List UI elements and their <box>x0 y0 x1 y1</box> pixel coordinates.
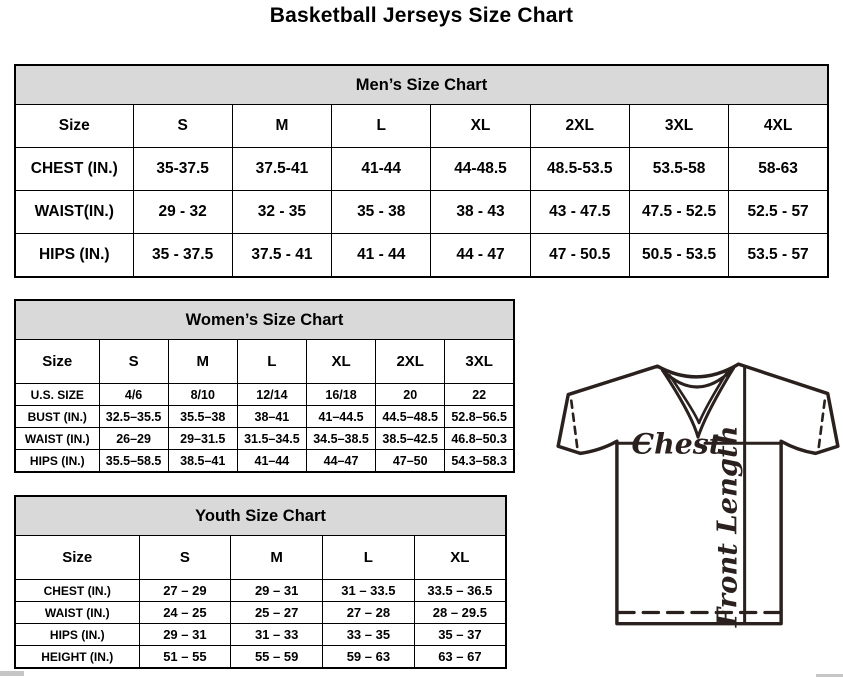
value-cell: 44.5–48.5 <box>376 406 445 428</box>
mens_chart-row <box>15 148 828 191</box>
horizontal-scrollbar-fragment-right[interactable] <box>816 674 843 677</box>
value-cell: 41–44 <box>237 450 306 473</box>
womens_chart-column-header: S <box>99 340 168 384</box>
value-cell: 12/14 <box>237 384 306 406</box>
row-label: HIPS (IN.) <box>15 450 99 473</box>
mens_chart-row <box>15 191 828 234</box>
value-cell: 35.5–38 <box>168 406 237 428</box>
chest-label: Chest <box>631 426 722 461</box>
value-cell: 33.5 – 36.5 <box>414 580 506 602</box>
row-label: WAIST (IN.) <box>15 428 99 450</box>
value-cell: 47 - 50.5 <box>530 234 629 278</box>
youth_chart-column-header: XL <box>414 536 506 580</box>
value-cell: 35 – 37 <box>414 624 506 646</box>
value-cell: 26–29 <box>99 428 168 450</box>
value-cell: 27 – 29 <box>139 580 231 602</box>
youth_chart-title-band: Youth Size Chart <box>15 496 506 536</box>
value-cell: 52.5 - 57 <box>729 191 828 234</box>
value-cell: 35-37.5 <box>133 148 232 191</box>
mens_chart-column-header: 4XL <box>729 105 828 148</box>
mens_chart-column-header: M <box>232 105 331 148</box>
value-cell: 29 – 31 <box>231 580 323 602</box>
value-cell: 34.5–38.5 <box>306 428 375 450</box>
value-cell: 38–41 <box>237 406 306 428</box>
youth_chart-column-header: L <box>323 536 415 580</box>
value-cell: 25 – 27 <box>231 602 323 624</box>
value-cell: 54.3–58.3 <box>445 450 514 473</box>
womens_chart-column-header: 3XL <box>445 340 514 384</box>
value-cell: 58-63 <box>729 148 828 191</box>
value-cell: 33 – 35 <box>323 624 415 646</box>
mens_chart-column-header: L <box>332 105 431 148</box>
youth_chart-row <box>15 580 506 602</box>
value-cell: 20 <box>376 384 445 406</box>
value-cell: 29 - 32 <box>133 191 232 234</box>
womens_chart-column-header: Size <box>15 340 99 384</box>
womens_chart-column-header: L <box>237 340 306 384</box>
youth_chart-row <box>15 624 506 646</box>
youth_chart-column-header: Size <box>15 536 139 580</box>
value-cell: 32 - 35 <box>232 191 331 234</box>
mens_chart-column-header: S <box>133 105 232 148</box>
mens_chart-column-header: 3XL <box>629 105 728 148</box>
value-cell: 44-48.5 <box>431 148 530 191</box>
horizontal-scrollbar-fragment-left[interactable] <box>0 671 24 676</box>
value-cell: 27 – 28 <box>323 602 415 624</box>
value-cell: 52.8–56.5 <box>445 406 514 428</box>
womens_chart-column-header: 2XL <box>376 340 445 384</box>
row-label: CHEST (IN.) <box>15 580 139 602</box>
value-cell: 24 – 25 <box>139 602 231 624</box>
value-cell: 31.5–34.5 <box>237 428 306 450</box>
page-title: Basketball Jerseys Size Chart <box>269 4 574 27</box>
row-label: CHEST (IN.) <box>15 148 133 191</box>
youth_chart-row <box>15 646 506 669</box>
value-cell: 28 – 29.5 <box>414 602 506 624</box>
womens_chart-row <box>15 384 514 406</box>
value-cell: 53.5-58 <box>629 148 728 191</box>
value-cell: 51 – 55 <box>139 646 231 669</box>
youth-size-chart-table <box>14 495 507 669</box>
value-cell: 35 - 38 <box>332 191 431 234</box>
value-cell: 43 - 47.5 <box>530 191 629 234</box>
value-cell: 48.5-53.5 <box>530 148 629 191</box>
value-cell: 8/10 <box>168 384 237 406</box>
value-cell: 29–31.5 <box>168 428 237 450</box>
value-cell: 41 - 44 <box>332 234 431 278</box>
value-cell: 38.5–41 <box>168 450 237 473</box>
value-cell: 29 – 31 <box>139 624 231 646</box>
value-cell: 38 - 43 <box>431 191 530 234</box>
value-cell: 22 <box>445 384 514 406</box>
sleeve-dash-right-icon <box>819 401 825 449</box>
womens_chart-title-band: Women’s Size Chart <box>15 300 514 340</box>
row-label: WAIST(IN.) <box>15 191 133 234</box>
sleeve-dash-left-icon <box>571 401 577 449</box>
value-cell: 53.5 - 57 <box>729 234 828 278</box>
value-cell: 47–50 <box>376 450 445 473</box>
value-cell: 55 – 59 <box>231 646 323 669</box>
value-cell: 38.5–42.5 <box>376 428 445 450</box>
jersey-measurement-diagram <box>552 352 843 648</box>
row-label: HIPS (IN.) <box>15 624 139 646</box>
value-cell: 16/18 <box>306 384 375 406</box>
value-cell: 47.5 - 52.5 <box>629 191 728 234</box>
mens_chart-title-band: Men’s Size Chart <box>15 65 828 105</box>
row-label: HEIGHT (IN.) <box>15 646 139 669</box>
youth_chart-column-header: M <box>231 536 323 580</box>
value-cell: 41–44.5 <box>306 406 375 428</box>
mens_chart-column-header: XL <box>431 105 530 148</box>
value-cell: 41-44 <box>332 148 431 191</box>
front-length-label: Front Length <box>711 425 744 628</box>
womens_chart-column-header: M <box>168 340 237 384</box>
jersey-outline <box>558 364 838 624</box>
womens_chart-row <box>15 428 514 450</box>
value-cell: 59 – 63 <box>323 646 415 669</box>
row-label: U.S. SIZE <box>15 384 99 406</box>
mens-size-chart-table <box>14 64 829 278</box>
value-cell: 50.5 - 53.5 <box>629 234 728 278</box>
value-cell: 31 – 33.5 <box>323 580 415 602</box>
womens_chart-column-header: XL <box>306 340 375 384</box>
row-label: HIPS (IN.) <box>15 234 133 278</box>
mens_chart-row <box>15 234 828 278</box>
womens-size-chart-table <box>14 299 515 473</box>
value-cell: 31 – 33 <box>231 624 323 646</box>
row-label: BUST (IN.) <box>15 406 99 428</box>
value-cell: 37.5-41 <box>232 148 331 191</box>
mens_chart-column-header: 2XL <box>530 105 629 148</box>
row-label: WAIST (IN.) <box>15 602 139 624</box>
value-cell: 35 - 37.5 <box>133 234 232 278</box>
womens_chart-row <box>15 450 514 473</box>
value-cell: 32.5–35.5 <box>99 406 168 428</box>
youth_chart-column-header: S <box>139 536 231 580</box>
value-cell: 35.5–58.5 <box>99 450 168 473</box>
value-cell: 37.5 - 41 <box>232 234 331 278</box>
value-cell: 46.8–50.3 <box>445 428 514 450</box>
value-cell: 44 - 47 <box>431 234 530 278</box>
value-cell: 4/6 <box>99 384 168 406</box>
mens_chart-column-header: Size <box>15 105 133 148</box>
value-cell: 63 – 67 <box>414 646 506 669</box>
youth_chart-row <box>15 602 506 624</box>
value-cell: 44–47 <box>306 450 375 473</box>
womens_chart-row <box>15 406 514 428</box>
